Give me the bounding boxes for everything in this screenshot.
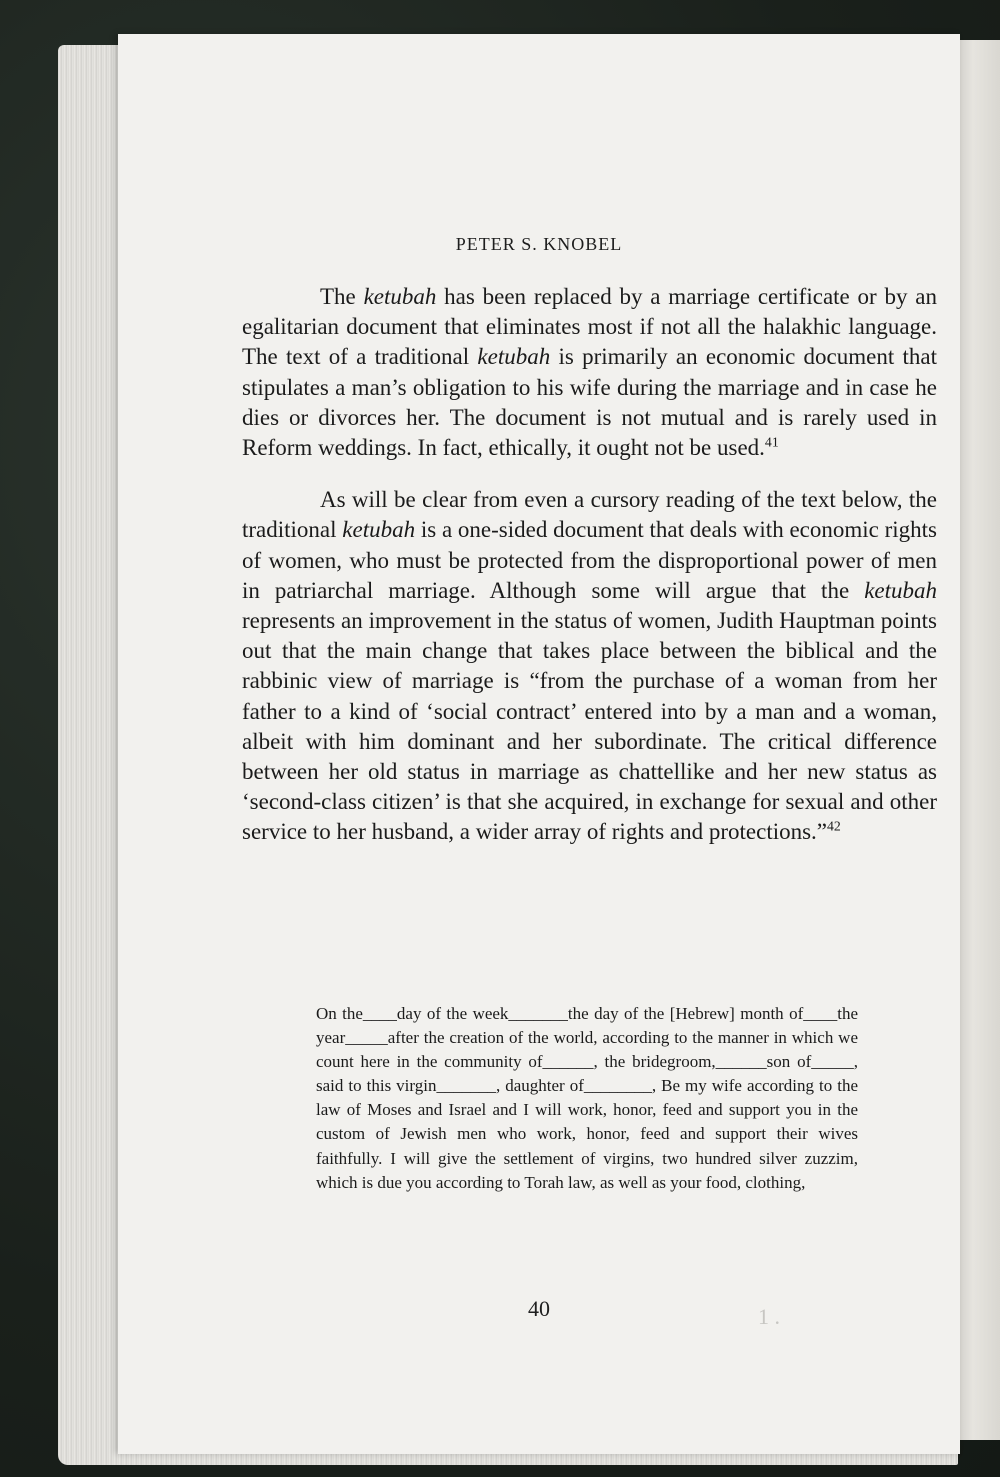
body-text <box>242 282 937 848</box>
ketubah-term: ketubah <box>363 284 437 309</box>
bleed-through-mark: 1 . <box>758 1304 780 1329</box>
footnote-ref-41: 41 <box>764 434 779 450</box>
book-page <box>118 34 960 1454</box>
ketubah-term: ketubah <box>477 344 551 370</box>
ketubah-term: ketubah <box>864 577 937 603</box>
paragraph-1: The ketubah has been replaced by a marriage certificate or by an egalitarian document that eliminates most if not all the halakhic language. The text of a traditional ketubah is primarily an economic document that stipulates a man’s obligation to his wife during the marriage and in case he dies or divorces her. The document is not mutual and is rarely used in Reform weddings. In fact, ethically, it ought not be used.$^{41}$ <box>242 284 937 461</box>
facing-page-edge <box>955 40 1000 1440</box>
page-number: 40 <box>528 1296 550 1321</box>
paragraph-2: As will be clear from even a cursory reading of the text below, the traditional ketubah is a one-sided document that deals with economic rights of women, who must be protected from the disproportional power of men in patriarchal marriage. Although some will argue that the ketubah represents an improvement in the status of women, Judith Hauptman points out that the main change that takes place between the biblical and the rabbinic view of marriage is “from the purchase of a woman from her father to a kind of ‘social contract’ entered into by a man and a woman, albeit with him dominant and her subordinate. The critical difference between her old status in marriage as chattellike and her new status as ‘second-class citizen’ is that she acquired, in exchange for sexual and other service to her husband, a wider array of rights and protections.”$^{42}$ <box>242 487 937 845</box>
ketubah-extract: On the____day of the week_______the day of the [Hebrew] month of____the year_____after the creation of the world, according to the manner in which we count here in the community of______, the bridegroom,______son of_____, said to this virgin_______, daughter of________, Be my wife according to the law of Moses and Israel and I will work, honor, feed and support you in the custom of Jewish men who work, honor, feed and support their wives faithfully. I will give the settlement of virgins, two hundred silver zuzzim, which is due you according to Torah law, as well as your food, clothing, <box>316 1004 858 1192</box>
footnote-ref-42: 42 <box>827 818 841 834</box>
ketubah-term: ketubah <box>342 517 416 543</box>
running-head: PETER S. KNOBEL <box>455 234 623 254</box>
